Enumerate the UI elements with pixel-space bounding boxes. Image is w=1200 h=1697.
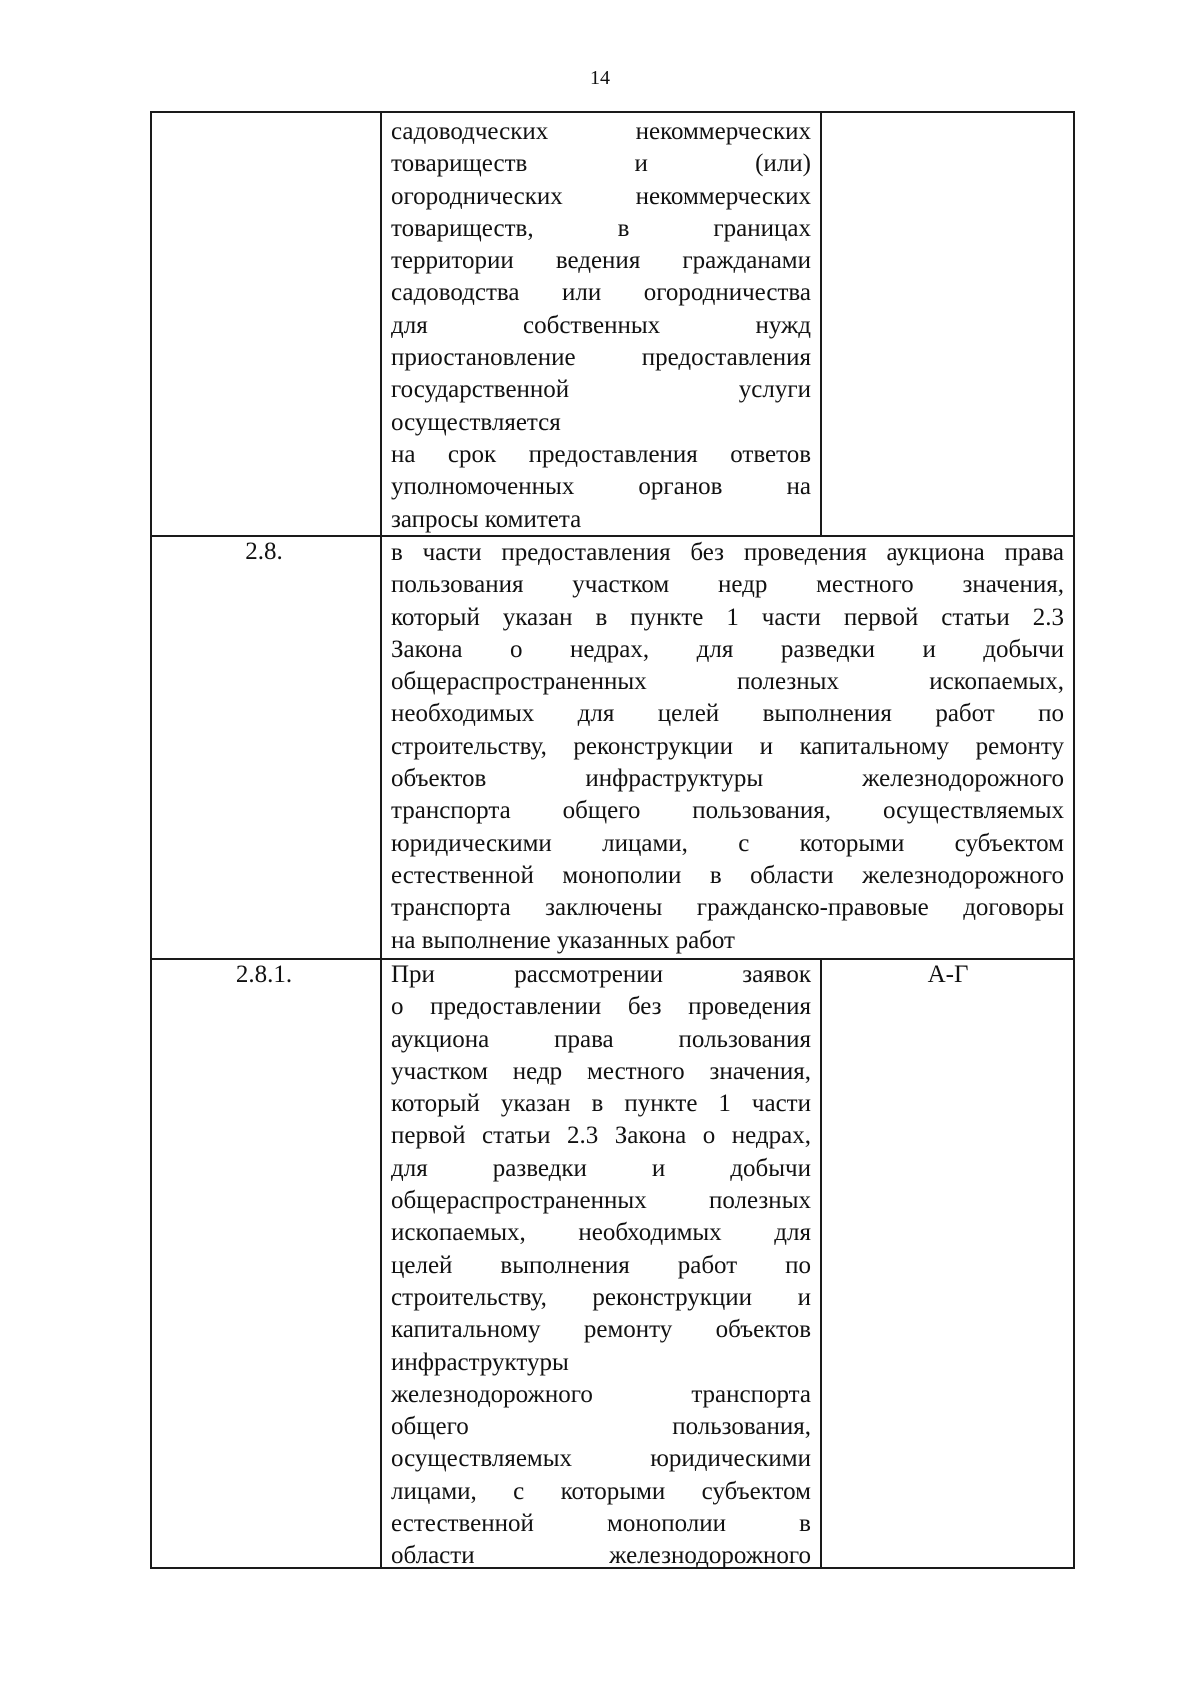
row-2-line: естественной монополии в области железнодорожного	[391, 861, 1064, 889]
row-1-line: территории ведения гражданами	[391, 247, 811, 275]
row-3-number: 2.8.1.	[235, 961, 293, 988]
row-3-line: строительству, реконструкции и	[391, 1283, 811, 1311]
row-2-line: в части предоставления без проведения аукциона права	[391, 539, 1064, 566]
row-2-line: общераспространенных полезных ископаемых,	[391, 668, 1064, 696]
row-2-number: 2.8.	[245, 538, 283, 565]
row-2-line: транспорта общего пользования, осуществляемых	[391, 797, 1064, 825]
row-3-line: который указан в пункте 1 части	[391, 1090, 811, 1118]
row-1-line: товариществ и (или)	[391, 150, 811, 178]
row-2-line: необходимых для целей выполнения работ по	[391, 700, 1064, 728]
row-1-line: садоводства или огородничества	[391, 279, 811, 307]
row-1-content	[391, 116, 811, 536]
row-2-line: транспорта заключены гражданско-правовые договоры	[391, 894, 1064, 922]
row-2-line: пользования участком недр местного значения,	[391, 571, 1064, 599]
row-1-line: товариществ, в границах	[391, 214, 811, 242]
row-2-line: объектов инфраструктуры железнодорожного	[391, 765, 1064, 793]
row-3-line: естественной монополии в	[391, 1510, 811, 1538]
table-border-left	[150, 111, 152, 1569]
row-3-line: железнодорожного транспорта	[391, 1380, 811, 1408]
row-2-line: который указан в пункте 1 части первой статьи 2.3	[391, 603, 1064, 631]
row-1-line: огороднических некоммерческих	[391, 182, 811, 210]
row-3-line: ископаемых, необходимых для	[391, 1219, 811, 1247]
row-3-line: общего пользования,	[391, 1413, 811, 1441]
table-border-top	[150, 111, 1075, 113]
row-3-line: первой статьи 2.3 Закона о недрах,	[391, 1122, 811, 1150]
row-2-line: строительству, реконструкции и капитальному ремонту	[391, 732, 1064, 760]
row-1-line: садоводческих некоммерческих	[391, 118, 811, 145]
table-border-col1-right	[380, 111, 382, 1569]
table-border-col2-right-top	[820, 111, 822, 537]
row-3-content	[391, 959, 811, 1573]
row-3-line: лицами, с которыми субъектом	[391, 1477, 811, 1505]
row-3-line: участком недр местного значения,	[391, 1057, 811, 1085]
row-3-line: осуществляемых юридическими	[391, 1445, 811, 1473]
row-3-line: области железнодорожного	[391, 1542, 811, 1570]
table-border-right	[1073, 111, 1075, 1569]
row-3-line: инфраструктуры	[391, 1348, 569, 1376]
table-border-col2-right-bottom	[820, 958, 822, 1569]
row-1-line: уполномоченных органов на	[391, 473, 811, 501]
row-3-line: целей выполнения работ по	[391, 1251, 811, 1279]
row-3-line: капитальному ремонту объектов	[391, 1316, 811, 1344]
row-2-content	[391, 537, 1064, 957]
row-1-line: государственной услуги	[391, 376, 811, 404]
row-1-line: на срок предоставления ответов	[391, 440, 811, 468]
row-1-line: приостановление предоставления	[391, 344, 811, 372]
row-1-line: запросы комитета	[391, 505, 582, 533]
row-1-line: осуществляется	[391, 408, 561, 436]
row-3-line: о предоставлении без проведения	[391, 993, 811, 1021]
row-3-line: для разведки и добычи	[391, 1154, 811, 1182]
row-3-code: А-Г	[927, 961, 969, 988]
row-2-line: Закона о недрах, для разведки и добычи	[391, 635, 1064, 663]
row-2-line: юридическими лицами, с которыми субъектом	[391, 829, 1064, 857]
page-number: 14	[590, 67, 610, 89]
row-3-line: общераспространенных полезных	[391, 1187, 811, 1215]
row-2-line: на выполнение указанных работ	[391, 926, 735, 954]
row-3-line: аукциона права пользования	[391, 1025, 811, 1053]
row-1-line: для собственных нужд	[391, 311, 811, 339]
row-3-line: При рассмотрении заявок	[391, 961, 811, 988]
